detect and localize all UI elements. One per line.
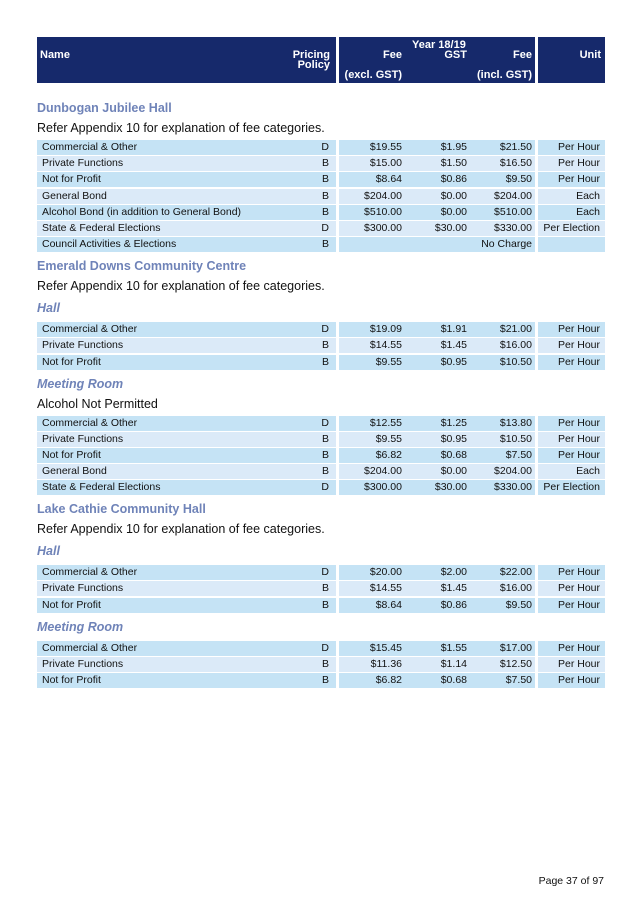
- row-unit: Per Election: [543, 221, 600, 234]
- row-unit: Per Hour: [557, 416, 600, 429]
- fee-cell: [339, 673, 535, 688]
- row-unit: Per Hour: [557, 566, 600, 579]
- row-fee-excl: $204.00: [364, 189, 402, 202]
- row-name: Not for Profit: [42, 674, 101, 686]
- row-name: Not for Profit: [42, 355, 101, 368]
- row-fee-incl: No Charge: [481, 238, 532, 251]
- fee-cell: [339, 448, 535, 463]
- row-fee-excl: $9.55: [375, 432, 402, 445]
- table-row: [37, 156, 605, 171]
- unit-cell: [538, 205, 605, 220]
- fee-content: [37, 98, 605, 689]
- row-fee-incl: $7.50: [505, 448, 532, 461]
- table-row: [37, 221, 605, 236]
- unit-cell: [538, 189, 605, 204]
- unit-cell: [538, 641, 605, 656]
- fee-cell: [339, 598, 535, 613]
- row-fee-incl: $21.00: [499, 323, 532, 336]
- row-name: Commercial & Other: [42, 566, 138, 579]
- row-fee-excl: $12.55: [369, 416, 402, 429]
- row-policy: D: [321, 141, 329, 153]
- unit-cell: [538, 581, 605, 596]
- header-incl-gst: (incl. GST): [477, 69, 532, 81]
- section-note: Refer Appendix 10 for explanation of fee categories.: [37, 522, 325, 537]
- row-unit: Per Hour: [557, 141, 600, 153]
- row-name: Commercial & Other: [42, 416, 138, 429]
- table-row: [37, 416, 605, 431]
- row-gst: $0.00: [440, 465, 467, 478]
- name-cell: [37, 480, 336, 495]
- row-policy: D: [321, 323, 329, 336]
- unit-cell: [538, 338, 605, 353]
- table-header: [37, 37, 605, 83]
- table-row: [37, 448, 605, 463]
- header-fee-block: [339, 37, 535, 83]
- row-fee-excl: $8.64: [375, 598, 402, 611]
- row-gst: $1.91: [440, 323, 467, 336]
- row-fee-excl: $9.55: [375, 355, 402, 368]
- unit-cell: [538, 598, 605, 613]
- row-fee-incl: $7.50: [505, 674, 532, 686]
- table-row: [37, 172, 605, 187]
- fee-cell: [339, 565, 535, 580]
- name-cell: [37, 673, 336, 688]
- row-gst: $1.95: [440, 141, 467, 153]
- row-fee-excl: $14.55: [369, 582, 402, 595]
- subsection-title: Hall: [37, 301, 60, 316]
- row-name: General Bond: [42, 189, 107, 202]
- name-cell: [37, 464, 336, 479]
- section-title: Emerald Downs Community Centre: [37, 259, 247, 274]
- row-unit: Per Hour: [557, 339, 600, 352]
- row-fee-incl: $510.00: [494, 205, 532, 218]
- row-name: Commercial & Other: [42, 641, 138, 654]
- row-gst: $0.68: [440, 448, 467, 461]
- row-gst: $1.25: [440, 416, 467, 429]
- row-policy: B: [321, 339, 329, 352]
- fee-cell: [339, 432, 535, 447]
- header-fee-excl: Fee: [383, 49, 402, 61]
- row-policy: B: [321, 432, 329, 445]
- row-unit: Per Hour: [557, 448, 600, 461]
- row-unit: Per Hour: [557, 657, 600, 670]
- name-cell: [37, 205, 336, 220]
- row-fee-incl: $16.00: [499, 339, 532, 352]
- table-row: [37, 322, 605, 337]
- row-fee-incl: $330.00: [494, 221, 532, 234]
- fee-cell: [339, 156, 535, 171]
- row-policy: B: [321, 355, 329, 368]
- table-row: [37, 480, 605, 495]
- fee-cell: [339, 464, 535, 479]
- row-name: Private Functions: [42, 657, 124, 670]
- row-name: Private Functions: [42, 582, 124, 595]
- row-gst: $0.86: [440, 598, 467, 611]
- row-fee-excl: $14.55: [369, 339, 402, 352]
- row-fee-excl: $300.00: [364, 221, 402, 234]
- row-fee-excl: $19.55: [369, 141, 402, 153]
- name-cell: [37, 355, 336, 370]
- fee-cell: [339, 657, 535, 672]
- header-policy: Policy: [297, 59, 330, 71]
- row-unit: Per Hour: [557, 157, 600, 170]
- row-fee-incl: $22.00: [499, 566, 532, 579]
- table-row: [37, 657, 605, 672]
- row-unit: Each: [576, 189, 600, 202]
- row-policy: B: [321, 657, 329, 670]
- row-name: Private Functions: [42, 339, 124, 352]
- row-policy: B: [321, 173, 329, 186]
- name-cell: [37, 657, 336, 672]
- row-fee-excl: $8.64: [375, 173, 402, 186]
- unit-cell: [538, 140, 605, 155]
- row-gst: $1.14: [440, 657, 467, 670]
- row-unit: Per Election: [543, 481, 600, 494]
- header-year: Year 18/19: [412, 39, 466, 51]
- row-name: Not for Profit: [42, 173, 101, 186]
- row-policy: B: [321, 598, 329, 611]
- name-cell: [37, 416, 336, 431]
- header-fee-incl: Fee: [513, 49, 532, 61]
- table-row: [37, 338, 605, 353]
- unit-cell: [538, 156, 605, 171]
- row-gst: $1.45: [440, 339, 467, 352]
- row-policy: B: [321, 465, 329, 478]
- row-fee-excl: $300.00: [364, 481, 402, 494]
- header-unit: Unit: [579, 49, 601, 61]
- row-fee-excl: $6.82: [375, 674, 402, 686]
- name-cell: [37, 338, 336, 353]
- table-row: [37, 189, 605, 204]
- name-cell: [37, 448, 336, 463]
- subsection-title: Meeting Room: [37, 619, 124, 634]
- row-unit: Per Hour: [557, 674, 600, 686]
- row-fee-excl: $15.00: [369, 157, 402, 170]
- name-cell: [37, 140, 336, 155]
- row-unit: Per Hour: [557, 641, 600, 654]
- fee-cell: [339, 480, 535, 495]
- row-name: State & Federal Elections: [42, 481, 161, 494]
- row-name: Commercial & Other: [42, 323, 138, 336]
- row-unit: Per Hour: [557, 582, 600, 595]
- fee-cell: [339, 338, 535, 353]
- fee-cell: [339, 581, 535, 596]
- row-unit: Per Hour: [557, 173, 600, 186]
- row-policy: D: [321, 566, 329, 579]
- row-fee-incl: $9.50: [505, 173, 532, 186]
- row-policy: B: [321, 205, 329, 218]
- row-policy: B: [321, 582, 329, 595]
- unit-cell: [538, 416, 605, 431]
- row-fee-incl: $21.50: [499, 141, 532, 153]
- row-fee-incl: $9.50: [505, 598, 532, 611]
- row-fee-incl: $204.00: [494, 189, 532, 202]
- row-gst: $0.68: [440, 674, 467, 686]
- table-row: [37, 140, 605, 155]
- name-cell: [37, 156, 336, 171]
- row-name: Private Functions: [42, 432, 124, 445]
- name-cell: [37, 598, 336, 613]
- header-unit-block: [538, 37, 605, 83]
- row-fee-incl: $330.00: [494, 481, 532, 494]
- row-policy: B: [321, 157, 329, 170]
- unit-cell: [538, 673, 605, 688]
- name-cell: [37, 189, 336, 204]
- row-policy: B: [321, 674, 329, 686]
- row-fee-incl: $12.50: [499, 657, 532, 670]
- header-name: Name: [40, 49, 70, 61]
- fee-cell: [339, 641, 535, 656]
- section-note: Refer Appendix 10 for explanation of fee categories.: [37, 121, 325, 135]
- header-name-block: [37, 37, 336, 83]
- table-row: [37, 673, 605, 688]
- row-gst: $2.00: [440, 566, 467, 579]
- subsection-title: Meeting Room: [37, 376, 124, 391]
- table-row: [37, 355, 605, 370]
- row-gst: $0.86: [440, 173, 467, 186]
- row-fee-excl: $19.09: [369, 323, 402, 336]
- row-name: State & Federal Elections: [42, 221, 161, 234]
- unit-cell: [538, 355, 605, 370]
- name-cell: [37, 172, 336, 187]
- row-gst: $1.50: [440, 157, 467, 170]
- row-unit: Per Hour: [557, 323, 600, 336]
- row-fee-incl: $16.00: [499, 582, 532, 595]
- row-fee-excl: $11.36: [370, 657, 402, 670]
- unit-cell: [538, 322, 605, 337]
- row-fee-incl: $204.00: [494, 465, 532, 478]
- table-row: [37, 581, 605, 596]
- row-policy: D: [321, 641, 329, 654]
- section-title: Lake Cathie Community Hall: [37, 502, 206, 517]
- row-name: Not for Profit: [42, 448, 101, 461]
- row-fee-incl: $10.50: [499, 432, 532, 445]
- name-cell: [37, 641, 336, 656]
- row-gst: $1.45: [440, 582, 467, 595]
- unit-cell: [538, 237, 605, 252]
- fee-cell: [339, 221, 535, 236]
- fee-cell: [339, 189, 535, 204]
- name-cell: [37, 237, 336, 252]
- header-excl-gst: (excl. GST): [344, 69, 402, 81]
- row-fee-incl: $16.50: [499, 157, 532, 170]
- row-unit: Per Hour: [557, 355, 600, 368]
- fee-cell: [339, 205, 535, 220]
- unit-cell: [538, 657, 605, 672]
- table-row: [37, 565, 605, 580]
- fee-cell: [339, 237, 535, 252]
- section-note: Refer Appendix 10 for explanation of fee categories.: [37, 279, 325, 294]
- unit-cell: [538, 464, 605, 479]
- row-gst: $0.95: [440, 355, 467, 368]
- table-row: [37, 598, 605, 613]
- row-policy: D: [321, 221, 329, 234]
- row-fee-excl: $6.82: [375, 448, 402, 461]
- name-cell: [37, 221, 336, 236]
- row-name: Alcohol Bond (in addition to General Bond): [42, 205, 242, 218]
- row-gst: $0.00: [440, 205, 467, 218]
- row-name: Private Functions: [42, 157, 124, 170]
- row-name: Commercial & Other: [42, 141, 138, 153]
- header-pricing: Pricing: [292, 49, 330, 61]
- fee-cell: [339, 355, 535, 370]
- subsection-note: Alcohol Not Permitted: [37, 396, 158, 411]
- section-title: Dunbogan Jubilee Hall: [37, 101, 172, 115]
- row-unit: Each: [576, 205, 600, 218]
- row-policy: D: [321, 416, 329, 429]
- row-name: General Bond: [42, 465, 107, 478]
- unit-cell: [538, 480, 605, 495]
- row-fee-incl: $13.80: [499, 416, 532, 429]
- name-cell: [37, 322, 336, 337]
- name-cell: [37, 581, 336, 596]
- table-row: [37, 464, 605, 479]
- fee-cell: [339, 140, 535, 155]
- table-row: [37, 641, 605, 656]
- row-policy: D: [321, 481, 329, 494]
- row-gst: $30.00: [434, 221, 467, 234]
- row-name: Council Activities & Elections: [42, 238, 177, 251]
- row-fee-incl: $17.00: [499, 641, 532, 654]
- fee-cell: [339, 172, 535, 187]
- table-row: [37, 205, 605, 220]
- row-unit: Per Hour: [557, 432, 600, 445]
- row-policy: B: [321, 448, 329, 461]
- row-gst: $1.55: [440, 641, 467, 654]
- row-unit: Per Hour: [557, 598, 600, 611]
- row-policy: B: [321, 238, 329, 251]
- row-name: Not for Profit: [42, 598, 101, 611]
- unit-cell: [538, 565, 605, 580]
- name-cell: [37, 565, 336, 580]
- header-gst: GST: [444, 49, 467, 61]
- row-unit: Each: [576, 465, 600, 478]
- row-fee-excl: $20.00: [369, 566, 402, 579]
- row-gst: $0.95: [440, 432, 467, 445]
- row-policy: B: [321, 189, 329, 202]
- table-row: [37, 237, 605, 252]
- fee-cell: [339, 416, 535, 431]
- unit-cell: [538, 172, 605, 187]
- table-row: [37, 432, 605, 447]
- row-fee-excl: $15.45: [369, 641, 402, 654]
- unit-cell: [538, 221, 605, 236]
- row-gst: $0.00: [440, 189, 467, 202]
- row-gst: $30.00: [434, 481, 467, 494]
- subsection-title: Hall: [37, 544, 60, 559]
- unit-cell: [538, 432, 605, 447]
- fee-cell: [339, 322, 535, 337]
- row-fee-excl: $204.00: [364, 465, 402, 478]
- page-number: Page 37 of 97: [538, 875, 604, 887]
- unit-cell: [538, 448, 605, 463]
- row-fee-excl: $510.00: [364, 205, 402, 218]
- name-cell: [37, 432, 336, 447]
- row-fee-incl: $10.50: [499, 355, 532, 368]
